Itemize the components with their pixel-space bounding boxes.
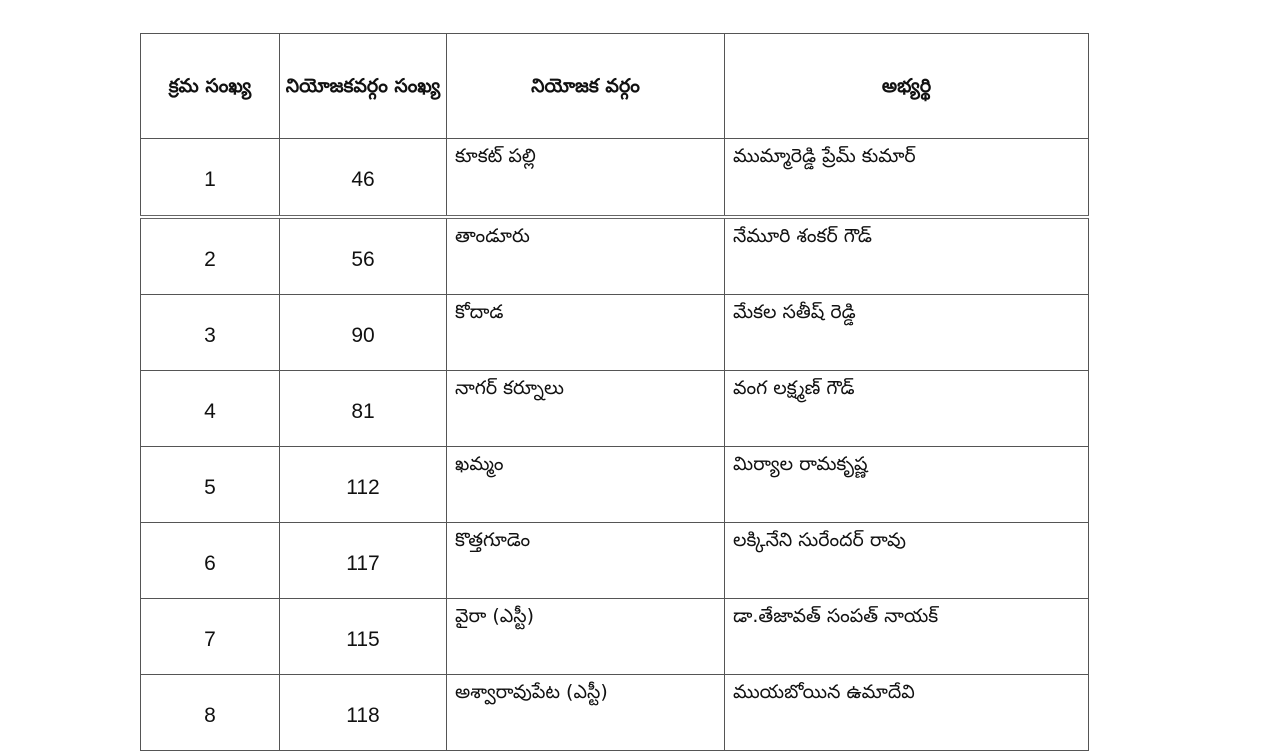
candidate-cell: డా.తేజావత్ సంపత్ నాయక్ [725,599,1089,675]
table-row [141,295,1089,371]
serial-number-cell: 3 [141,295,280,371]
constituency-number-cell: 46 [280,139,447,218]
candidate-cell: వంగ లక్ష్మణ్ గౌడ్ [725,371,1089,447]
constituency-number-cell: 112 [280,447,447,523]
serial-number-cell: 6 [141,523,280,599]
serial-number-cell: 4 [141,371,280,447]
constituency-cell: వైరా (ఎస్టీ) [447,599,725,675]
candidate-cell: మేకల సతీష్ రెడ్డి [725,295,1089,371]
serial-number-cell: 8 [141,675,280,751]
constituency-number-cell: 56 [280,217,447,295]
table-row [141,599,1089,675]
header-constituency-number: నియోజకవర్గం సంఖ్య [280,34,447,139]
table-row [141,371,1089,447]
serial-number-cell: 7 [141,599,280,675]
serial-number-cell: 1 [141,139,280,218]
table-row [141,139,1089,218]
table-row [141,217,1089,295]
constituency-cell: తాండూరు [447,217,725,295]
constituency-cell: కొత్తగూడెం [447,523,725,599]
header-candidate: అభ్యర్థి [725,34,1089,139]
candidate-cell: ముమ్మారెడ్డి ప్రేమ్ కుమార్ [725,139,1089,218]
constituency-number-cell: 81 [280,371,447,447]
constituency-cell: నాగర్ కర్నూలు [447,371,725,447]
header-constituency: నియోజక వర్గం [447,34,725,139]
constituency-cell: అశ్వారావుపేట (ఎస్టీ) [447,675,725,751]
constituency-number-cell: 115 [280,599,447,675]
table-row [141,675,1089,751]
constituency-cell: కూకట్ పల్లి [447,139,725,218]
constituency-number-cell: 118 [280,675,447,751]
constituency-number-cell: 117 [280,523,447,599]
serial-number-cell: 2 [141,217,280,295]
header-row [141,34,1089,139]
candidate-cell: మిర్యాల రామకృష్ణ [725,447,1089,523]
header-serial-number: క్రమ సంఖ్య [141,34,280,139]
constituency-cell: కోదాడ [447,295,725,371]
candidate-cell: లక్కినేని సురేందర్ రావు [725,523,1089,599]
table-row [141,447,1089,523]
constituency-number-cell: 90 [280,295,447,371]
candidates-table [140,33,1089,751]
candidate-cell: ముయబోయిన ఉమాదేవి [725,675,1089,751]
candidate-cell: నేమూరి శంకర్ గౌడ్ [725,217,1089,295]
serial-number-cell: 5 [141,447,280,523]
constituency-cell: ఖమ్మం [447,447,725,523]
table-row [141,523,1089,599]
